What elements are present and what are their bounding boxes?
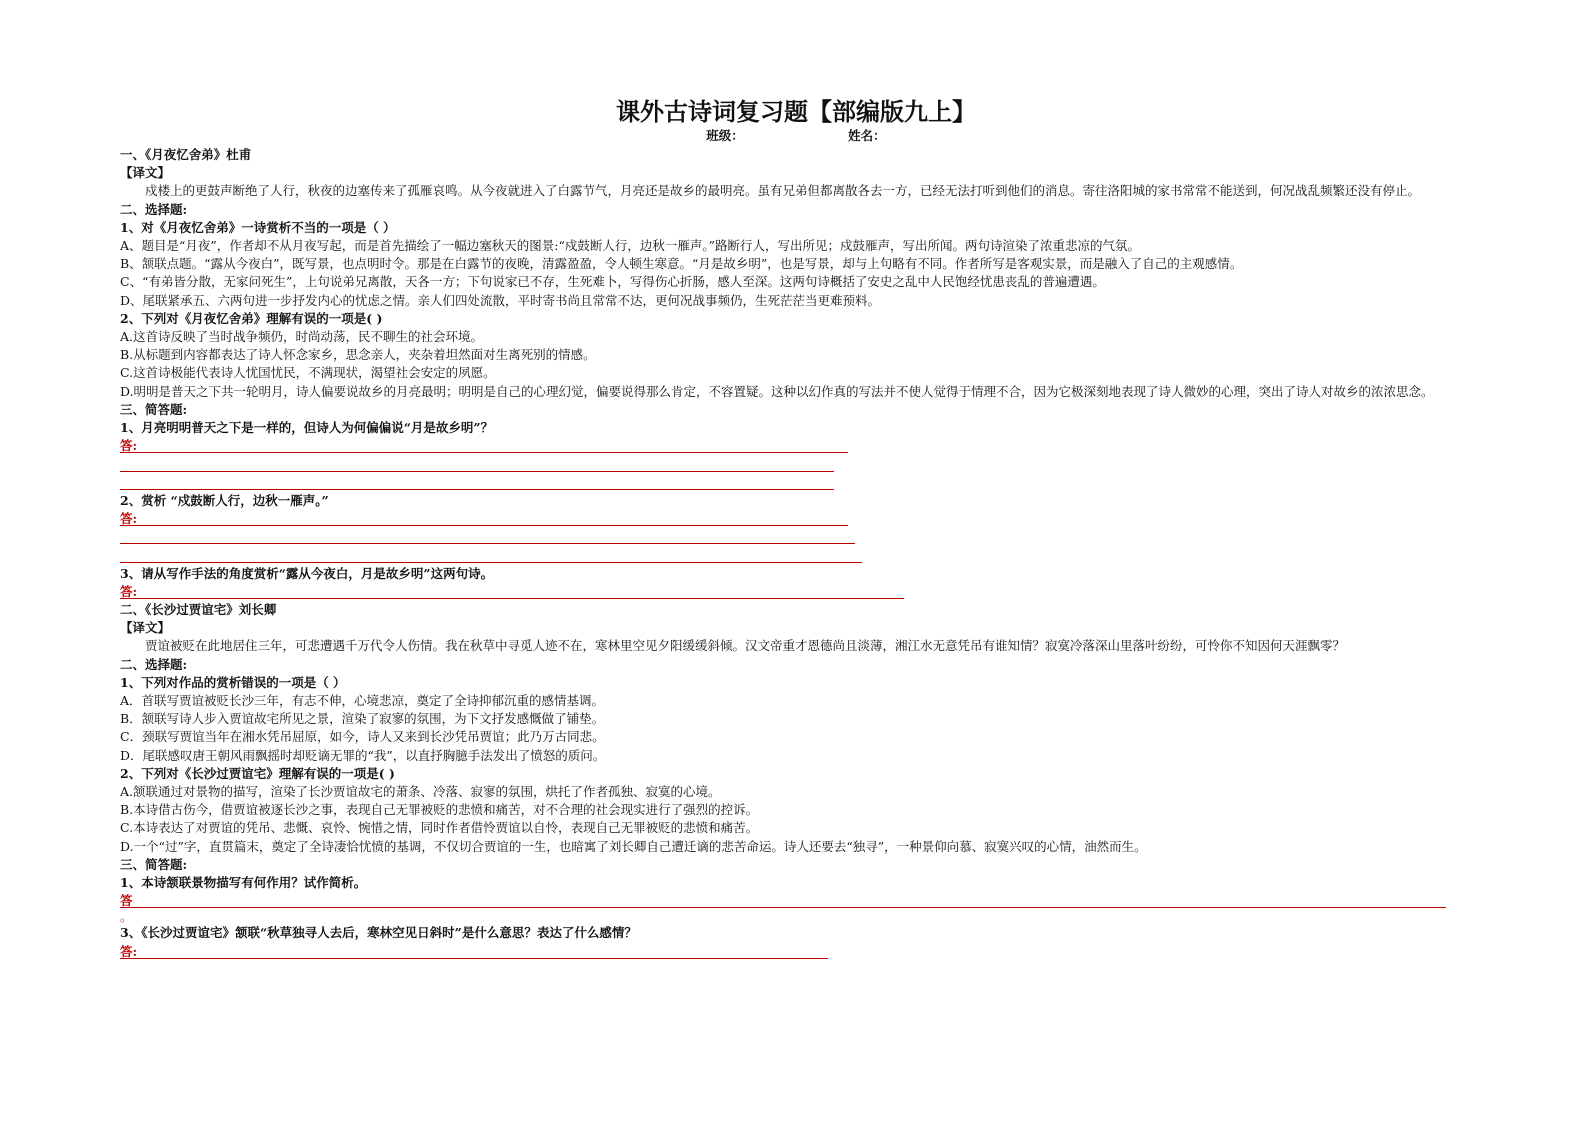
- answer-line[interactable]: [120, 943, 1472, 961]
- answer-label: 答:: [120, 438, 138, 454]
- poem1-translation-label: 【译文】: [120, 165, 171, 181]
- page-title: 课外古诗词复习题【部编版九上】: [616, 97, 976, 126]
- option: D．尾联感叹唐王朝风雨飘摇时却贬谪无罪的“我”，以直抒胸臆手法发出了愤怒的质问。: [120, 747, 606, 763]
- poem1-heading: 一、《月夜忆舍弟》杜甫: [120, 147, 252, 162]
- poem2-translation: 贾谊被贬在此地居住三年，可悲遭遇千万代令人伤情。我在秋草中寻觅人迹不在，寒林里空见夕阳缓缓斜倾。汉文帝重才恩德尚且淡薄，湘江水无意凭吊有谁知情？寂寞冷落深山里落叶纷纷，可怜你不知因何天涯飘零？: [145, 638, 1346, 654]
- option: D、尾联紧承五、六两句进一步抒发内心的忧虑之情。亲人们四处流散，平时寄书尚且常常不达，更何况战事频仍，生死茫茫当更难预料。: [120, 292, 881, 308]
- poem2-short-answer-1: 1、本诗颔联景物描写有何作用？试作简析。: [120, 875, 367, 891]
- answer-underline: [120, 452, 848, 453]
- answer-line[interactable]: [120, 437, 1472, 455]
- student-info: [120, 128, 1472, 146]
- answer-label: 答:: [120, 583, 138, 599]
- answer-line[interactable]: [120, 474, 1472, 492]
- option: C．颈联写贾谊当年在湘水凭吊屈原，如今，诗人又来到长沙凭吊贾谊；此乃万古同悲。: [120, 729, 605, 745]
- answer-underline: [120, 489, 834, 490]
- poem1-short-answer-3: 3、请从写作手法的角度赏析“露从今夜白，月是故乡明”这两句诗。: [120, 565, 494, 581]
- poem1-question-2: 2、下列对《月夜忆舍弟》理解有误的一项是( ): [120, 310, 383, 326]
- answer-label: 答:: [120, 511, 138, 527]
- answer-label: 答: [120, 893, 133, 909]
- poem2-question-2: 2、下列对《长沙过贾谊宅》理解有误的一项是( ): [120, 765, 395, 781]
- answer-underline: [120, 471, 834, 472]
- option: D.明明是普天之下共一轮明月，诗人偏要说故乡的月亮最明；明明是自己的心理幻觉，偏要说得那么肯定，不容置疑。这种以幻作真的写法并不使人觉得于情理不合，因为它极深刻地表现了诗人微妙的心理，突出了诗人对故乡的浓浓思念。: [120, 383, 1434, 399]
- option: A.这首诗反映了当时战争频仍，时尚动荡，民不聊生的社会环境。: [120, 329, 484, 345]
- answer-underline: [120, 562, 862, 563]
- class-label: 班级：: [706, 128, 744, 143]
- poem1-short-answer-2: 2、赏析 “戍鼓断人行，边秋一雁声。”: [120, 492, 329, 508]
- worksheet: [120, 96, 1472, 961]
- answer-underline: [120, 958, 828, 959]
- poem1-question-1: 1、对《月夜忆舍弟》一诗赏析不当的一项是（ ）: [120, 219, 396, 235]
- poem2-mc-heading: 二、选择题:: [120, 656, 188, 672]
- poem2-question-1: 1、下列对作品的赏析错误的一项是（ ）: [120, 674, 346, 690]
- answer-line[interactable]: [120, 583, 1472, 601]
- option: A、题目是“月夜”，作者却不从月夜写起，而是首先描绘了一幅边塞秋天的图景:“戍鼓断人行，边秋一雁声。”路断行人，写出所见；戍鼓雁声，写出所闻。两句诗渲染了浓重悲凉的气氛。: [120, 238, 1141, 254]
- answer-underline: [120, 907, 1446, 908]
- answer-trailing-period: 。: [120, 909, 133, 925]
- poem2-translation-label: 【译文】: [120, 620, 171, 636]
- answer-underline: [120, 543, 855, 544]
- option: B．颔联写诗人步入贾谊故宅所见之景，渲染了寂寥的氛围，为下文抒发感慨做了铺垫。: [120, 711, 605, 727]
- option: C.本诗表达了对贾谊的凭吊、悲慨、哀怜、惋惜之情，同时作者借怜贾谊以自怜，表现自己无罪被贬的悲愤和痛苦。: [120, 820, 759, 836]
- poem2-sa-heading: 三、简答题:: [120, 856, 188, 872]
- option: C、“有弟皆分散，无家问死生”，上句说弟兄离散，天各一方；下句说家已不存，生死难卜，写得伤心折肠，感人至深。这两句诗概括了安史之乱中人民饱经忧患丧乱的普遍遭遇。: [120, 274, 1105, 290]
- name-label: 姓名：: [848, 128, 886, 143]
- option: B、颔联点题。“露从今夜白”，既写景，也点明时令。那是在白露节的夜晚，清露盈盈，令人顿生寒意。“月是故乡明”，也是写景，却与上句略有不同。作者所写是客观实景，而是融入了自己的主观感情。: [120, 256, 1243, 272]
- poem1-sa-heading: 三、简答题:: [120, 401, 188, 417]
- poem1-mc-heading: 二、选择题:: [120, 201, 188, 217]
- answer-line[interactable]: [120, 892, 1472, 910]
- poem2-short-answer-3: 3、《长沙过贾谊宅》颔联“秋草独寻人去后，寒林空见日斜时”是什么意思？表达了什么感情？: [120, 925, 637, 941]
- answer-underline: [120, 525, 848, 526]
- answer-line[interactable]: [120, 528, 1472, 546]
- answer-line[interactable]: [120, 455, 1472, 473]
- answer-label: 答:: [120, 943, 138, 959]
- poem2-heading: 二、《长沙过贾谊宅》刘长卿: [120, 601, 277, 617]
- option: A．首联写贾谊被贬长沙三年，有志不伸，心境悲凉，奠定了全诗抑郁沉重的感情基调。: [120, 692, 605, 708]
- answer-underline: [120, 598, 904, 599]
- answer-line[interactable]: [120, 510, 1472, 528]
- option: D.一个“过”字，直贯篇末，奠定了全诗凄恰忧愤的基调，不仅切合贾谊的一生，也暗寓了刘长卿自己遭迁谪的悲苦命运。诗人还要去“独寻”，一种景仰向慕、寂寞兴叹的心情，油然而生。: [120, 838, 1147, 854]
- poem1-short-answer-1: 1、月亮明明普天之下是一样的，但诗人为何偏偏说“月是故乡明”？: [120, 420, 494, 436]
- option: B.从标题到内容都表达了诗人怀念家乡，思念亲人，夹杂着坦然面对生离死别的情感。: [120, 347, 596, 363]
- poem1-translation: 戍楼上的更鼓声断绝了人行，秋夜的边塞传来了孤雁哀鸣。从今夜就进入了白露节气，月亮还是故乡的最明亮。虽有兄弟但都离散各去一方，已经无法打听到他们的消息。寄往洛阳城的家书常常不能送到，何况战乱频繁还没有停止。: [145, 183, 1421, 199]
- option: C.这首诗极能代表诗人忧国忧民，不满现状，渴望社会安定的夙愿。: [120, 365, 496, 381]
- option: A.颔联通过对景物的描写，渲染了长沙贾谊故宅的萧条、冷落、寂寥的氛围，烘托了作者孤独、寂寞的心境。: [120, 784, 721, 799]
- answer-line[interactable]: [120, 546, 1472, 564]
- option: B.本诗借古伤今，借贾谊被逐长沙之事，表现自己无罪被贬的悲愤和痛苦，对不合理的社会现实进行了强烈的控诉。: [120, 802, 759, 818]
